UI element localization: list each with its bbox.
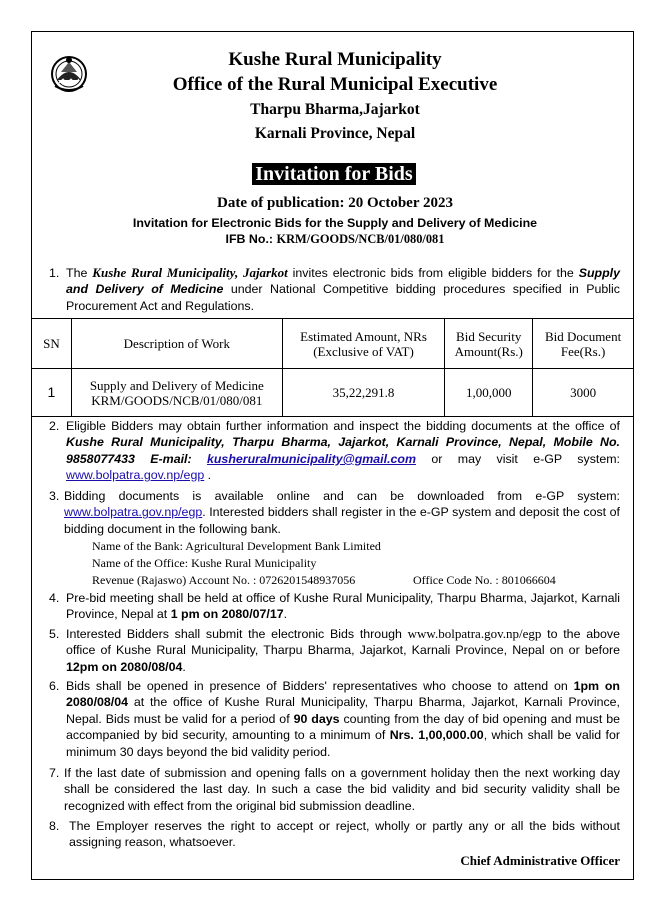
ifb-label: IFB No.: bbox=[225, 232, 277, 246]
office-name-line: Name of the Office: Kushe Rural Municipality bbox=[92, 556, 317, 570]
bold-text: 12pm on 2080/08/04 bbox=[66, 659, 183, 674]
text: , which shall be valid for minimum 30 days beyond the bid validity period. bbox=[66, 728, 620, 759]
egp-link[interactable]: www.bolpatra.gov.np/egp bbox=[64, 505, 203, 520]
para-number: 3. bbox=[49, 489, 60, 503]
text: Pre-bid meeting shall be held at office of Kushe Rural Municipality, Tharpu Bharma, Jajarkot, Karnali Province, Nepal at bbox=[66, 591, 620, 622]
bid-table bbox=[31, 318, 634, 417]
address-line-2: Karnali Province, Nepal bbox=[254, 125, 416, 142]
table-header: Estimated Amount, NRs (Exclusive of VAT) bbox=[282, 319, 445, 369]
para-number: 6. bbox=[49, 679, 60, 693]
text: Eligible Bidders may obtain further information and inspect the bidding documents at the office of bbox=[66, 419, 620, 433]
bold-text: 90 days bbox=[293, 711, 340, 726]
table-cell-fee: 3000 bbox=[533, 369, 634, 417]
text: to the above office of Kushe Rural Municipality, Tharpu Bharma, Jajarkot, Karnali Province, Nepal on or before bbox=[66, 627, 620, 658]
description-line: Supply and Delivery of Medicine bbox=[89, 377, 264, 393]
paragraph-8: The Employer reserves the right to accept or reject, wholly or partly any or all the bids without assigning reason, whatsoever. bbox=[69, 819, 620, 850]
table-cell-amount: 35,22,291.8 bbox=[282, 369, 445, 417]
text: Bidding documents is available online and can be downloaded from e-GP system: bbox=[64, 489, 620, 503]
table-header: Description of Work bbox=[71, 319, 282, 369]
text: The bbox=[66, 266, 93, 280]
paragraph-3 bbox=[64, 488, 620, 537]
text: . bbox=[182, 659, 186, 674]
paragraph-1 bbox=[66, 265, 620, 314]
email-link[interactable]: kusheruralmunicipality@gmail.com bbox=[206, 451, 416, 466]
table-header: Bid Security Amount(Rs.) bbox=[445, 319, 533, 369]
paragraph-4 bbox=[66, 590, 620, 623]
text: . Interested bidders shall register in the e-GP system and deposit the cost of bidding document in the following bank. bbox=[64, 505, 620, 536]
para-number: 2. bbox=[49, 419, 60, 433]
notice-subtitle: Invitation for Electronic Bids for the Supply and Delivery of Medicine bbox=[132, 216, 538, 230]
table-row bbox=[32, 369, 634, 417]
para-number: 4. bbox=[49, 591, 60, 605]
text: . bbox=[204, 468, 212, 483]
bank-name: Name of the Bank: Agricultural Development Bank Limited bbox=[92, 539, 381, 553]
text: invites electronic bids from eligible bidders for the bbox=[287, 266, 579, 280]
office-code: Office Code No. : 801066604 bbox=[413, 573, 556, 587]
text: or may visit e-GP system: bbox=[415, 451, 620, 466]
bold-text: 1pm on 2080/08/04 bbox=[66, 679, 621, 710]
text: counting from the day of bid opening and must be accompanied by bid security, amounting to a minimum of bbox=[66, 711, 620, 743]
bold-text: Kushe Rural Municipality, Jajarkot bbox=[92, 265, 288, 280]
ifb-number bbox=[100, 232, 570, 247]
text: at the office of Kushe Rural Municipality, Tharpu Bharma, Jajarkot, Karnali Province, Nepal. Bids must be valid for a period of bbox=[66, 695, 620, 726]
nepal-government-emblem-icon bbox=[49, 52, 89, 96]
bold-text: Kushe Rural Municipality, Tharpu Bharma, Jajarkot, Karnali Province, Nepal, Mobile No. 9858077433 E-mail: bbox=[66, 435, 620, 466]
table-cell-description bbox=[71, 369, 282, 417]
table-header: SN bbox=[32, 319, 72, 369]
table-cell-sn: 1 bbox=[32, 369, 72, 417]
bold-text: 1 pm on 2080/07/17 bbox=[170, 607, 284, 622]
description-line: KRM/GOODS/NCB/01/080/081 bbox=[91, 392, 263, 408]
para-number: 5. bbox=[49, 627, 60, 641]
site-text: www.bolpatra.gov.np/egp bbox=[407, 626, 542, 641]
egp-link[interactable]: www.bolpatra.gov.np/egp bbox=[66, 468, 205, 483]
notice-title: Invitation for Bids bbox=[252, 163, 416, 185]
paragraph-7: If the last date of submission and opening falls on a government holiday then the next working day shall be considered the last day. In such a case the bid validity and bid security validity shall be recognized with effect from the original bid submission deadline. bbox=[64, 766, 620, 813]
bold-text: Supply and Delivery of Medicine bbox=[66, 266, 621, 297]
org-name: Kushe Rural Municipality bbox=[228, 49, 442, 70]
address-line-1: Tharpu Bharma,Jajarkot bbox=[250, 101, 420, 118]
publication-date: Date of publication: 20 October 2023 bbox=[217, 195, 453, 211]
ifb-value: KRM/GOODS/NCB/01/080/081 bbox=[276, 232, 445, 246]
table-header: Bid Document Fee(Rs.) bbox=[533, 319, 634, 369]
office-name: Office of the Rural Municipal Executive bbox=[172, 74, 498, 95]
text: under National Competitive bidding procedures specified in Public Procurement Act and Regulations. bbox=[66, 282, 620, 313]
para-number: 8. bbox=[49, 819, 60, 833]
account-number: Revenue (Rajaswo) Account No. : 0726201548937056 bbox=[92, 573, 356, 587]
paragraph-5 bbox=[66, 626, 620, 675]
table-header-row bbox=[32, 319, 634, 369]
signature: Chief Administrative Officer bbox=[460, 853, 620, 868]
bold-text: Nrs. 1,00,000.00 bbox=[389, 728, 484, 743]
paragraph-6 bbox=[66, 678, 620, 760]
text: . bbox=[283, 607, 288, 622]
para-number: 7. bbox=[49, 766, 60, 780]
para-number: 1. bbox=[49, 266, 60, 280]
text: Interested Bidders shall submit the electronic Bids through bbox=[66, 627, 408, 641]
table-cell-security: 1,00,000 bbox=[445, 369, 533, 417]
paragraph-2 bbox=[66, 418, 620, 484]
text: Bids shall be opened in presence of Bidders' representatives who choose to attend on bbox=[66, 679, 574, 693]
